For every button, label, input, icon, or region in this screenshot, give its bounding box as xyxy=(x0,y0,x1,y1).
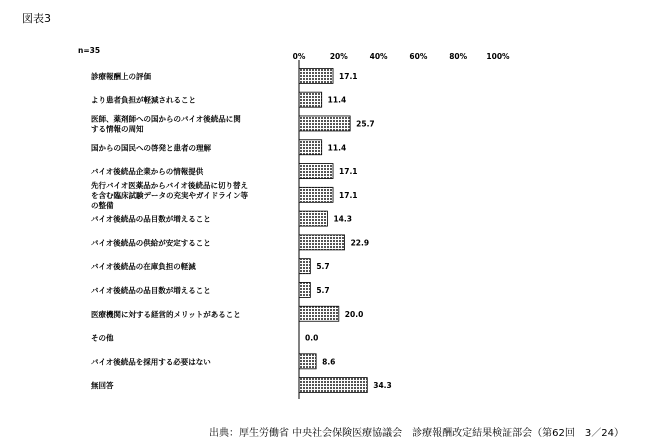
figure-label: 図表3 xyxy=(22,12,51,25)
category-label: バイオ後続品を採用する必要はない xyxy=(91,357,211,367)
source-note: 出典：厚生労働省 中央社会保険医療協議会 診療報酬改定結果検証部会（第62回 3／24） xyxy=(209,428,624,439)
bar xyxy=(299,378,367,393)
category-label: バイオ後続品の供給が安定すること xyxy=(91,238,211,248)
x-tick-label: 40% xyxy=(369,52,388,61)
data-label: 17.1 xyxy=(339,167,358,177)
x-tick-label: 0% xyxy=(292,52,306,61)
data-label: 17.1 xyxy=(339,71,358,81)
bar xyxy=(299,68,333,83)
category-label: バイオ後続品の在庫負担の軽減 xyxy=(91,262,196,272)
category-label: 先行バイオ医薬品からバイオ後続品に切り替えを含む臨床試験データの充実やガイドライン等の整備 xyxy=(91,180,249,210)
bar xyxy=(299,354,316,369)
data-label: 5.7 xyxy=(316,285,330,295)
x-tick-label: 100% xyxy=(486,52,510,61)
category-labels xyxy=(91,71,249,390)
bar xyxy=(299,164,333,179)
bar xyxy=(299,259,310,274)
bar xyxy=(299,116,350,131)
data-label: 20.0 xyxy=(344,309,364,319)
data-label: 8.6 xyxy=(322,357,336,367)
bar xyxy=(299,140,322,155)
category-label: 診療報酬上の評価 xyxy=(91,71,151,81)
category-label: 医療機関に対する経営的メリットがあること xyxy=(91,309,241,319)
data-label: 14.3 xyxy=(333,214,352,224)
bar xyxy=(299,92,322,107)
category-label: バイオ後続品の品目数が増えること xyxy=(91,285,211,295)
x-tick-label: 60% xyxy=(409,52,428,61)
x-tick-label: 20% xyxy=(329,52,348,61)
data-label: 17.1 xyxy=(339,190,358,200)
category-label: 医師、薬剤師への国からのバイオ後続品に関する情報の周知 xyxy=(91,114,241,134)
category-label: より患者負担が軽減されること xyxy=(91,95,196,105)
category-label: 無回答 xyxy=(91,381,114,391)
bar xyxy=(299,282,310,297)
data-label: 25.7 xyxy=(356,119,375,129)
bar xyxy=(299,187,333,202)
x-axis-ticks xyxy=(293,52,510,61)
bar xyxy=(299,211,327,226)
category-label: バイオ後続品企業からの情報提供 xyxy=(91,167,204,177)
data-label: 11.4 xyxy=(327,143,347,153)
category-label: バイオ後続品の品目数が増えること xyxy=(91,214,211,224)
bar xyxy=(299,235,345,250)
category-label: 国からの国民への啓発と患者の理解 xyxy=(91,143,211,153)
category-label: その他 xyxy=(91,333,114,343)
x-tick-label: 80% xyxy=(449,52,468,61)
bars xyxy=(299,68,367,392)
data-label: 5.7 xyxy=(316,262,330,272)
bar xyxy=(299,306,339,321)
data-label: 22.9 xyxy=(350,238,370,248)
data-label: 11.4 xyxy=(327,95,347,105)
sample-size-label: n=35 xyxy=(78,46,101,55)
data-label: 0.0 xyxy=(305,333,319,343)
data-label: 34.3 xyxy=(373,381,392,391)
